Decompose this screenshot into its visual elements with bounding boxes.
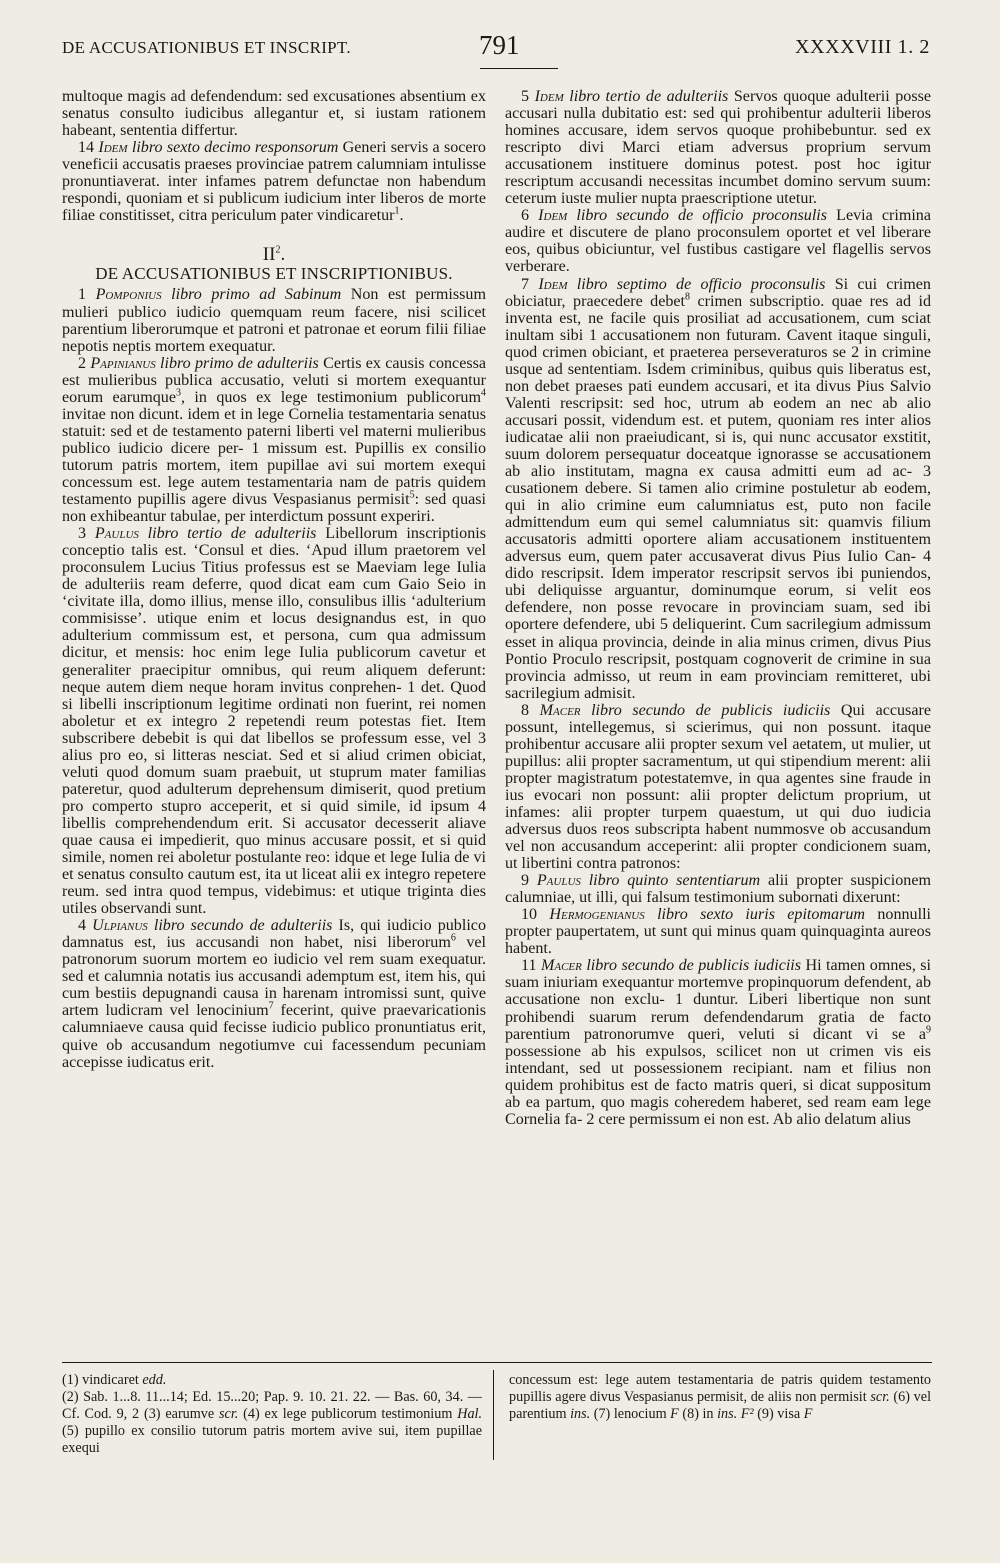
left-column [62,88,486,1071]
fragment-2: 2 Papinianus libro primo de adulteriis Certis ex causis concessa est mulieribus publica accusatio, veluti si mortem exequantur eorum earumque$^3$, in quos ex lege testimonium publicorum$^4$ invitae non dicunt. idem et in lege Cornelia testamentaria senatus statuit: sed et de testamento paterni liberti vel materni mulieribus publico iudicio dicere per- 1 missum est. Pupillis ex consilio tutorum patris mortem, item pupillae avi sui mortem exequi concessum est. lege autem testamentaria nam de patris quidem testamento pupillis agere divus Vespasianus permisit$^5$: sed quasi non exhibeantur tabulae, per interdictum possunt experiri. [62,354,487,526]
right-column [505,88,931,1128]
section-title: DE ACCUSATIONIBUS ET INSCRIPTIONIBUS. [95,264,453,284]
fragment-1: 1 Pomponius libro primo ad Sabinum Non est permissum mulieri publico iudicio quemquam reum facere, nisi scilicet parentium liberorumque et patroni et patronae et eorum filii filiae nepotis neptis mortem exequatur. [62,286,486,355]
book-reference: XXXXVIII 1. 2 [795,36,930,58]
fragment-6: 6 Idem libro secundo de officio proconsulis Levia crimina audire et discutere de plano proconsulem oportet et vel liberare eos, quibus obiciuntur, vel fustibus castigare vel flagellis servos verberare. [505,207,931,276]
footnotes-left [62,1372,482,1457]
fragment-4: 4 Ulpianus libro secundo de adulteriis Is, qui iudicio publico damnatus est, ius accusandi non habet, nisi liberorum$^6$ vel patronorum suorum mortem eo iudicio vel rem suam exequatur. sed et calumnia notatis ius accusandi ademptum est, item his, qui cum bestiis depugnandi causa in harenam intromissi sunt, quive artem ludicram vel lenocinium$^7$ fecerint, quive praevaricationis calumniaeve causa quid fecisse iudicio publico pronuntiatus erit, quive ob accusandum negotiumve cui facessendum pecuniam accepisse iudicatus erit. [62,917,486,1071]
footnote-2: (2) Sab. 1...8. 11...14; Ed. 15...20; Pap. 9. 10. 21. 22. — Bas. 60, 34. — Cf. Cod. 9, 2 (3) earumve scr. (4) ex lege publicorum testimonium Hal. (5) pupillo ex consilio tutorum patris mortem avive sui, item pupillae exequi [62,1389,483,1456]
fragment-8: 8 Macer libro secundo de publicis iudiciis Qui accusare possunt, intellegemus, si scierimus, qui non possunt. itaque prohibentur accusare alii propter sexum vel aetatem, ut mulier, ut pupillus: alii propter sacramentum, ut qui stipendium merent: alii propter magistratum potestatemve, in qua agentes sine fraude in ius evocari non possunt: alii propter delictum proprium, ut infames: alii propter turpem quaestum, ut qui duo iudicia adversus duos reos subscripta habent nummosve ob accusandum vel non accusandum acceperint: alii propter condicionem suam, ut libertini contra patronos: [505,701,931,873]
fragment-14: 14 Idem libro sexto decimo responsorum Generi servis a socero veneficii accusatis praeses provinciae patrem calumniam intulisse pronuntiaverat. inter infames patrem defunctae non habendum respondi, quoniam et si publicum iudicium inter liberos de morte filiae constitisset, citra periculum pater vindicaretur$^1$. [62,139,486,225]
fragment-10: 10 Hermogenianus libro sexto iuris epitomarum nonnulli propter paupertatem, ut sunt qui minus quam quinquaginta aureos habent. [505,906,932,958]
section-number: $II^2$. [262,244,286,266]
footnote-1: (1) vindicaret edd. [62,1372,167,1388]
running-title: DE ACCUSATIONIBUS ET INSCRIPT. [62,38,351,57]
page-number-rule [480,68,558,69]
fragment-9: 9 Paulus libro quinto sententiarum alii propter suspicionem calumniae, ut illi, qui falsum testimonium subornati dixerunt: [505,872,932,907]
footnote-column-divider [493,1370,494,1460]
fragment-11: 11 Macer libro secundo de publicis iudiciis Hi tamen omnes, si suam iniuriam exequantur mortemve propinquorum defendent, ab accusatione non exclu- 1 duntur. Liberi libertique non sunt prohibendi suarum rerum defendendarum gratia de facto parentium patronorumve queri, veluti si dicant vi se $a^9$ possessione ab his expulsos, scilicet non ut crimen vis eis intendant, sed ut possessionem recipiant. nam et filius non quidem prohibitus est de facto matris queri, si dicat suppositum ab ea partum, quo magis coheredem haberet, sed ream eam lege Cornelia fa- 2 cere permissum ei non est. Ab alio delatum alius [505,957,932,1128]
page-header [62,30,930,66]
fragment-7: 7 Idem libro septimo de officio proconsulis Si cui crimen obiciatur, praecedere debet$^8$ crimen subscriptio. quae res ad id inventa est, ne facile quis prosiliat ad accusationem, cum sciat inultam sibi 1 accusationem non futuram. Cavent itaque singuli, quod crimen obiciant, et praeterea perseveraturos se 2 in crimine usque ad sententiam. Isdem criminibus, quibus quis liberatus est, non debet praeses pati eundem accusari, et ita divus Pius Salvio Valenti rescripsit: sed hoc, utrum ab eodem an nec ab alio accusari possit, videndum est. et putem, quoniam res inter alios iudicatae alii non praeiudicant, si is, qui nunc accusator exstitit, suum dolorem persequatur doceatque ignorasse se accusationem ab alio institutam, magna ex causa admitti eum ad ac- 3 cusationem debere. Si tamen alio crimine postuletur ab eodem, qui in alio crimine eum calumniatus est, puto non facile admittendum eum qui semel calumniatus sit: quamvis filium accusatoris admitti oportere aliam accusationem instituentem adversus eum, quem pater accusaverat divus Pius Iulio Can- 4 dido rescripsit. Idem imperator rescripsit servos ibi puniendos, ubi deliquisse arguantur, dominumque eorum, si velit eos defendere, non posse revocare in provinciam suam, sed ibi oportere defendere, ubi 5 deliquerint. Cum sacrilegium admissum esset in aliqua provincia, deinde in alia minus crimen, divus Pius Pontio Proculo rescripsit, postquam cognoverit de crimine in sua provincia admisso, ut reum in eam provinciam remitteret, ubi sacrilegium admisit. [505,275,931,702]
page-number: 791 [479,30,520,60]
paragraph: multoque magis ad defendendum: sed excusationes absentium ex senatus consulto iudicibus allegantur et, si iustam rationem habeant, sententia differtur. [62,88,486,140]
fragment-3: 3 Paulus libro tertio de adulteriis Libellorum inscriptionis conceptio talis est. ‘Consul et dies. ‘Apud illum praetorem vel proconsulem Lucius Titius professus est se Maeviam lege Iulia de adulteriis ream deferre, quod dicat eam cum Gaio Seio in ‘civitate illa, domo illius, mense illo, consulibus illis ‘adulterium commisisse’. utique enim et locus designandus est, in quo adulterium commissum est, et persona, cum qua admissum dicitur, et mensis: hoc enim lege Iulia publicorum cavetur et generaliter praecipitur omnibus, qui reum aliquem deferunt: neque autem diem neque horam invitus conprehen- 1 det. Quod si libelli inscriptionum legitime ordinati non fuerint, rei nomen aboletur et ex integro 2 repetendi reum potestas fiet. Item subscribere debebit is qui dat libellos se professum esse, vel 3 alius pro eo, si litteras nesciat. Sed et si aliud crimen obiciat, veluti quod domum suam praebuit, ut stuprum mater familias pateretur, quod adulterum deprehensum dimiserit, quod pretium pro comperto stupro acceperit, et si quid simile, id ipsum 4 libellis comprehendendum erit. Si accusator decesserit aliave quae causa ei impedierit, quo minus accusare possit, et si quid simile, nomen rei aboletur postulante reo: idque et lege Iulia de vi et senatus consulto cautum est, ita ut liceat alii ex integro repetere reum. sed intra quod tempus, videbimus: et utique triginta dies utiles observandi sunt. [62,525,486,918]
fragment-5: 5 Idem libro tertio de adulteriis Servos quoque adulterii posse accusari nulla dubitatio est: sed qui prohibentur adulterii liberos homines accusare, idem servos quoque prohibebuntur. sed ex rescripto divi Marci etiam adversus proprium servum accusationem instituere dominus potest. post hoc igitur rescriptum accusandi necessitas incumbet domino servum suum: ceterum iuste mulier nupta praescriptione utetur. [505,88,931,208]
footnote-separator [62,1362,932,1363]
footnote-ref: 1 [394,205,400,217]
footnotes-right [509,1372,931,1423]
footnote-5-continued: concessum est: lege autem testamentaria de patris quidem testamento pupillis agere divus Vespasianus permisit, de aliis non permisit scr. (6) vel parentium ins. (7) lenocium F (8) in ins. F² (9) visa F [509,1372,932,1422]
